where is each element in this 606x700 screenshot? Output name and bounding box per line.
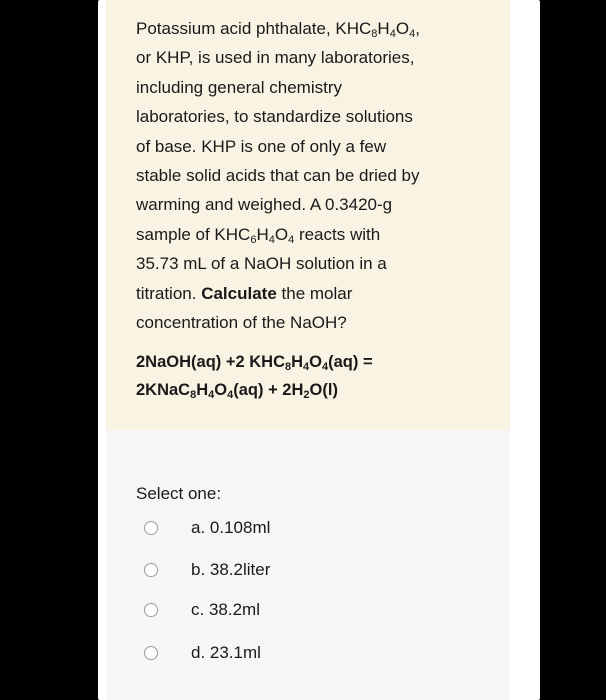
radio-button[interactable] [144, 646, 158, 660]
equation-line-reactants: 2NaOH(aq) +2 $KHC_8H_4O_4(aq)$ = [136, 353, 373, 373]
question-panel [106, 0, 510, 430]
equation-line-products: $2KNaC_8H_4O_4(aq) + 2H_2O(l)$ [136, 381, 338, 401]
radio-button[interactable] [144, 521, 158, 535]
option-d[interactable] [136, 639, 261, 667]
option-label[interactable]: b. 38.2liter [191, 560, 271, 579]
question-line: warming and weighed. A 0.3420-g [136, 195, 393, 215]
question-text [136, 14, 496, 337]
option-label[interactable]: c. 38.2ml [191, 600, 260, 619]
option-c[interactable] [136, 596, 260, 624]
question-line: of base. KHP is one of only a few [136, 136, 387, 156]
question-line: stable solid acids that can be dried by [136, 166, 420, 186]
question-line: or KHP, is used in many laboratories, [136, 48, 415, 68]
radio-button[interactable] [144, 563, 158, 577]
option-a[interactable] [136, 514, 270, 542]
option-b[interactable] [136, 556, 270, 584]
option-label[interactable]: a. 0.108ml [191, 518, 271, 537]
answer-panel [106, 430, 510, 700]
select-one-label: Select one: [136, 484, 222, 503]
question-line: 35.73 mL of a NaOH solution in a [136, 254, 387, 274]
option-label[interactable]: d. 23.1ml [191, 643, 261, 662]
question-line: Potassium acid phthalate, $KHC_8H_4O_4$, [136, 19, 420, 40]
question-line: sample of $KHC_6H_4O_4$ reacts with [136, 224, 381, 246]
question-line: laboratories, to standardize solutions [136, 107, 413, 127]
question-line: including general chemistry [136, 77, 342, 97]
question-line: titration. Calculate the molar [136, 283, 353, 303]
chemical-equation [136, 348, 373, 404]
quiz-page [98, 0, 540, 700]
question-line: concentration of the NaOH? [136, 313, 347, 333]
radio-button[interactable] [144, 603, 158, 617]
